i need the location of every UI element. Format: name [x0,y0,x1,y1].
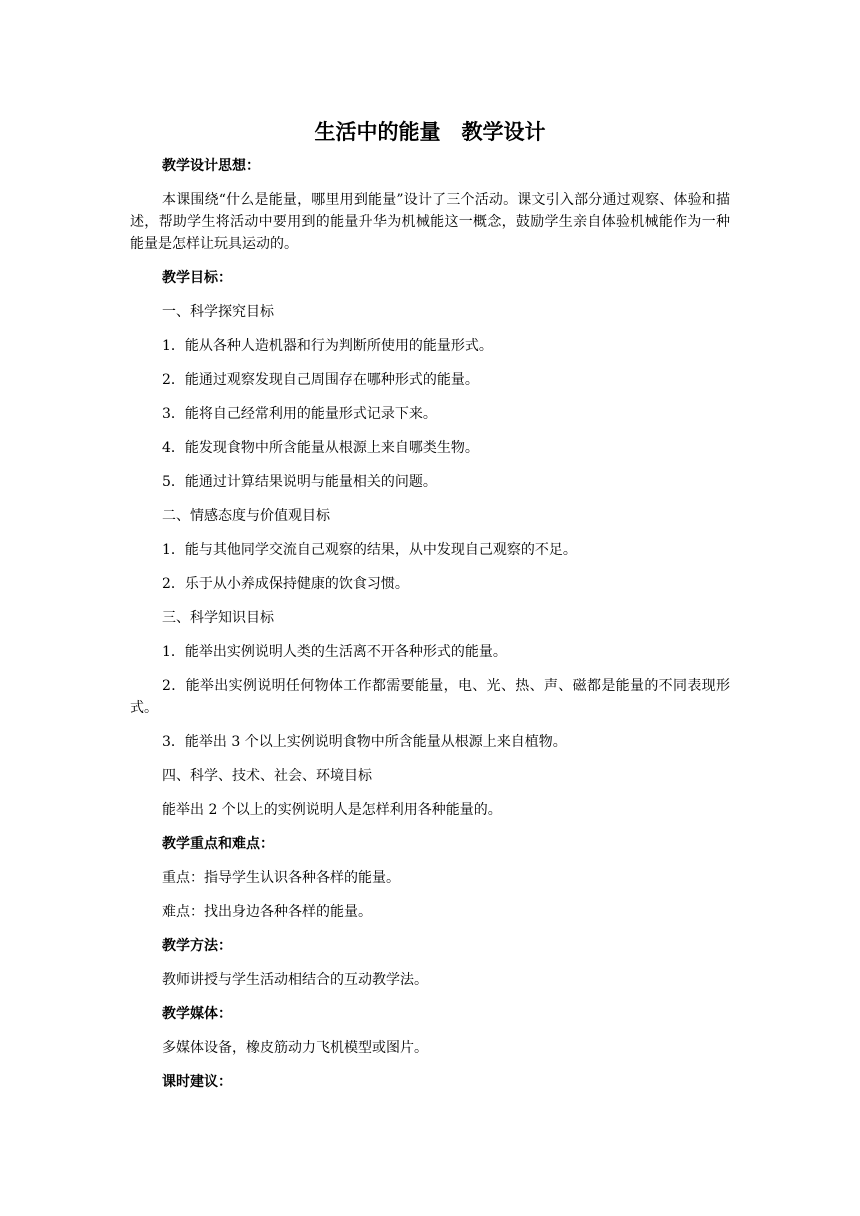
document-title: 生活中的能量 教学设计 [314,119,546,144]
list-item: 5．能通过计算结果说明与能量相关的问题。 [162,474,437,490]
paragraph-sts-goal: 能举出 2 个以上的实例说明人是怎样利用各种能量的。 [162,802,502,818]
list-item: 3．能将自己经常利用的能量形式记录下来。 [162,406,437,422]
list-item: 2．能举出实例说明任何物体工作都需要能量，电、光、热、声、磁都是能量的不同表现形式。 [130,678,730,716]
heading-design-idea: 教学设计思想： [162,158,260,174]
list-item: 4．能发现食物中所含能量从根源上来自哪类生物。 [162,440,479,456]
heading-class-hours: 课时建议： [162,1074,232,1090]
heading-objectives: 教学目标： [162,270,232,286]
paragraph-key-point: 重点：指导学生认识各种各样的能量。 [162,870,400,886]
subheading-attitude-goals: 二、情感态度与价值观目标 [162,508,330,524]
subheading-inquiry-goals: 一、科学探究目标 [162,304,274,320]
paragraph-design-idea: 本课围绕“什么是能量，哪里用到能量”设计了三个活动。课文引入部分通过观察、体验和描述，帮助学生将活动中要用到的能量升华为机械能这一概念，鼓励学生亲自体验机械能作为一种能量是怎样让玩具运动的。 [130,192,730,252]
list-item: 1．能从各种人造机器和行为判断所使用的能量形式。 [162,338,493,354]
subheading-knowledge-goals: 三、科学知识目标 [162,610,274,626]
paragraph-media: 多媒体设备，橡皮筋动力飞机模型或图片。 [162,1040,428,1056]
list-item: 1．能举出实例说明人类的生活离不开各种形式的能量。 [162,644,507,660]
document-body [130,115,730,1105]
list-item: 1．能与其他同学交流自己观察的结果，从中发现自己观察的不足。 [162,542,577,558]
subheading-sts-goals: 四、科学、技术、社会、环境目标 [162,768,372,784]
paragraph-difficulty: 难点：找出身边各种各样的能量。 [162,904,372,920]
list-item: 2．乐于从小养成保持健康的饮食习惯。 [162,576,409,592]
list-item: 3．能举出 3 个以上实例说明食物中所含能量从根源上来自植物。 [162,734,567,750]
heading-key-points: 教学重点和难点： [162,836,274,852]
list-item: 2．能通过观察发现自己周围存在哪种形式的能量。 [162,372,479,388]
heading-methods: 教学方法： [162,938,232,954]
heading-media: 教学媒体： [162,1006,232,1022]
paragraph-methods: 教师讲授与学生活动相结合的互动教学法。 [162,972,428,988]
